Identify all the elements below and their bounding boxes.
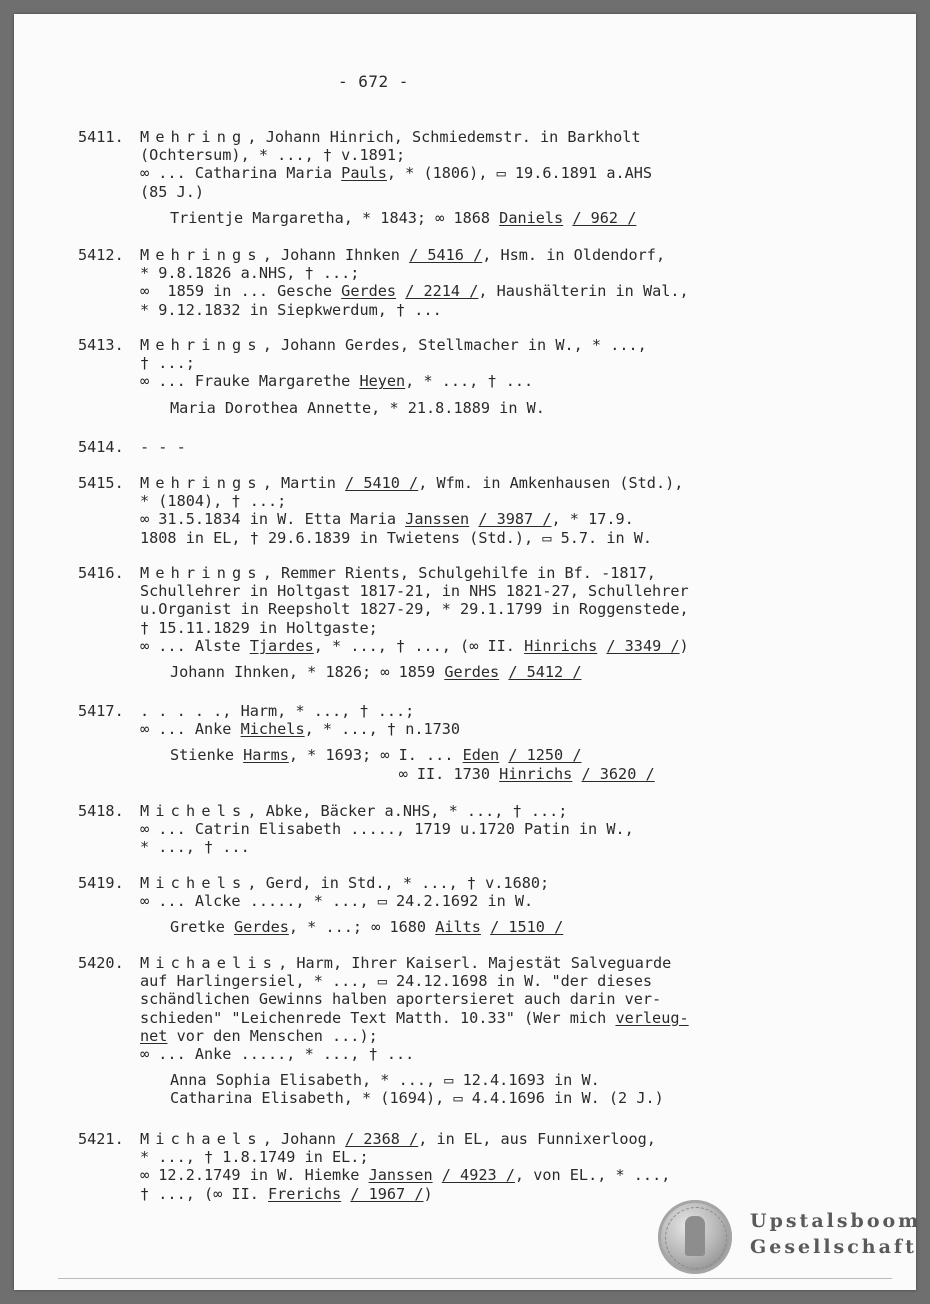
entry-line: [140, 510, 818, 528]
child-line: [140, 1089, 818, 1107]
entry-text: * 9.12.1832 in Siepkwerdum, † ...: [140, 300, 442, 319]
entry-text: . . . . ., Harm, * ..., † ...;: [140, 702, 415, 720]
cross-reference: / 962 /: [572, 208, 637, 227]
entry-line: [140, 600, 818, 618]
entry-line: [140, 582, 818, 600]
child-line: [140, 918, 818, 936]
entry-text: Maria Dorothea Annette, * 21.8.1889 in W.: [170, 398, 545, 417]
entry-text: , Hsm. in Oldendorf,: [482, 246, 666, 264]
entry-text: Anna Sophia Elisabeth, * ..., ▭ 12.4.1693 in W.: [170, 1071, 600, 1090]
linked-name: Eden: [462, 746, 500, 765]
entry-text: , von EL., * ...,: [514, 1166, 671, 1185]
entry-text: † ...;: [140, 354, 195, 373]
entry-line: [140, 820, 818, 838]
entry-text: ∞ 12.2.1749 in W. Hiemke: [140, 1166, 369, 1185]
genealogy-entry: [78, 246, 818, 319]
entry-text: , * ...; ∞ 1680: [288, 918, 436, 937]
entry-text: , * 17.9.: [551, 510, 634, 529]
cross-reference: / 1967 /: [350, 1184, 424, 1203]
entry-text: [433, 1166, 442, 1184]
linked-name: verleug-: [615, 1008, 689, 1027]
entry-text: , Wfm. in Amkenhausen (Std.),: [418, 474, 684, 492]
entry-line: [140, 1130, 818, 1148]
entry-text: † ..., (∞ II.: [140, 1184, 269, 1203]
entry-line: [140, 264, 818, 282]
cross-reference: / 3987 /: [478, 510, 552, 529]
cross-reference: / 2214 /: [405, 282, 479, 301]
linked-name: Janssen: [405, 510, 470, 529]
entry-text: ∞ ... Alste: [140, 636, 250, 655]
entry-text: Trientje Margaretha, * 1843; ∞ 1868: [170, 208, 500, 227]
entry-text: , Abke, Bäcker a.NHS, * ..., † ...;: [247, 802, 568, 820]
linked-name: Daniels: [499, 208, 564, 227]
entry-text: , * ..., † ..., (∞ II.: [313, 636, 525, 655]
child-line: [140, 663, 818, 681]
entry-number: 5421.: [78, 1130, 124, 1148]
entry-text: Gretke: [170, 918, 235, 937]
cross-reference: / 5410 /: [345, 474, 419, 492]
entry-line: [140, 164, 818, 182]
person-surname: Mehrings: [140, 564, 263, 582]
entry-text: ∞ ... Frauke Margarethe: [140, 372, 360, 391]
entry-number: 5412.: [78, 246, 124, 264]
entry-body: [140, 1130, 818, 1203]
entry-text: [499, 663, 508, 681]
entry-number: 5411.: [78, 128, 124, 146]
entry-line: [140, 146, 818, 164]
entry-text: - - -: [140, 438, 186, 456]
linked-name: Hinrichs: [499, 764, 573, 783]
entry-number: 5415.: [78, 474, 124, 492]
entry-text: , Haushälterin in Wal.,: [478, 282, 689, 301]
entry-text: [499, 746, 508, 764]
logo-text: [750, 1208, 921, 1260]
genealogy-entry: [78, 336, 818, 417]
linked-name: Frerichs: [268, 1184, 342, 1203]
person-surname: Mehrings: [140, 474, 263, 492]
entry-text: * 9.8.1826 a.NHS, † ...;: [140, 264, 360, 283]
child-line: [140, 209, 818, 227]
child-line: [140, 746, 818, 764]
entry-body: [140, 336, 818, 417]
entry-line: [140, 492, 818, 510]
entry-body: [140, 802, 818, 857]
entry-number: 5419.: [78, 874, 124, 892]
cross-reference: / 5412 /: [508, 663, 582, 682]
cross-reference: / 3349 /: [606, 636, 680, 655]
entry-text: [563, 209, 572, 227]
entry-text: [597, 637, 606, 655]
entry-text: , Johann Ihnken: [262, 246, 410, 264]
entry-text: ): [423, 1184, 433, 1203]
entry-line: [140, 336, 818, 354]
linked-name: Gerdes: [234, 918, 289, 937]
entry-text: , Remmer Rients, Schulgehilfe in Bf. -1817,: [262, 564, 656, 582]
genealogy-entry: [78, 874, 818, 937]
cross-reference: / 2368 /: [345, 1130, 419, 1148]
entry-text: vor den Menschen ...);: [167, 1026, 378, 1045]
entry-text: ): [679, 636, 689, 655]
entry-text: † 15.11.1829 in Holtgaste;: [140, 618, 378, 637]
document-page: [14, 14, 922, 1290]
entry-text: , * ..., † n.1730: [304, 720, 461, 739]
entry-number: 5416.: [78, 564, 124, 582]
entry-body: [140, 702, 818, 783]
linked-name: Heyen: [359, 372, 406, 391]
genealogy-entry: [78, 474, 818, 547]
entry-text: , * 1693; ∞ I. ...: [288, 746, 463, 765]
entry-number: 5418.: [78, 802, 124, 820]
entry-text: * (1804), † ...;: [140, 492, 287, 511]
entry-text: ∞ ... Catharina Maria: [140, 164, 342, 183]
entry-line: [140, 720, 818, 738]
child-line: [140, 765, 818, 783]
entry-line: [140, 892, 818, 910]
entry-text: * ..., † ...: [140, 838, 250, 857]
entry-line: [140, 874, 818, 892]
entry-body: [140, 954, 818, 1108]
entry-text: * ..., † 1.8.1749 in EL.;: [140, 1148, 369, 1167]
entry-text: [341, 1185, 350, 1203]
cross-reference: / 5416 /: [409, 246, 483, 264]
entry-line: [140, 474, 818, 492]
entry-line: [140, 1009, 818, 1027]
entry-text: Schullehrer in Holtgast 1817-21, in NHS 1821-27, Schullehrer: [140, 582, 689, 601]
entry-body: [140, 474, 818, 547]
entry-text: ∞ II. 1730: [170, 764, 500, 783]
entry-line: [140, 529, 818, 547]
person-surname: Michaels: [140, 1130, 263, 1148]
entry-text: auf Harlingersiel, * ..., ▭ 24.12.1698 in W. "der dieses: [140, 972, 653, 991]
child-line: [140, 1071, 818, 1089]
entry-number: 5414.: [78, 438, 124, 456]
entry-text: schändlichen Gewinns halben aportersieret auch darin ver-: [140, 990, 662, 1009]
entry-text: ∞ 1859 in ... Gesche: [140, 282, 342, 301]
entry-text: , in EL, aus Funnixerloog,: [418, 1130, 656, 1148]
entry-line: [140, 972, 818, 990]
child-line: [140, 399, 818, 417]
entry-text: , Martin: [262, 474, 346, 492]
linked-name: Hinrichs: [524, 636, 598, 655]
entry-text: , Johann Gerdes, Stellmacher in W., * ...,: [262, 336, 647, 354]
entry-text: , * (1806), ▭ 19.6.1891 a.AHS: [386, 164, 653, 183]
linked-name: Ailts: [435, 918, 481, 937]
genealogy-entry: [78, 802, 818, 857]
cross-reference: / 1250 /: [508, 746, 582, 765]
linked-name: Michels: [240, 720, 305, 739]
entry-body: [140, 128, 818, 227]
logo-line-2: Gesellschaft: [750, 1236, 917, 1258]
entry-line: [140, 802, 818, 820]
entry-text: schieden" "Leichenrede Text Matth. 10.33" (Wer mich: [140, 1008, 616, 1027]
cross-reference: / 1510 /: [490, 918, 564, 937]
entry-body: [140, 246, 818, 319]
entry-body: [140, 438, 818, 456]
entry-text: [481, 918, 490, 936]
entry-line: [140, 954, 818, 972]
entry-text: , Gerd, in Std., * ..., † v.1680;: [247, 874, 550, 892]
entry-body: [140, 874, 818, 937]
cross-reference: / 3620 /: [581, 764, 655, 783]
entry-text: ∞ ... Anke ....., * ..., † ...: [140, 1045, 415, 1064]
person-surname: Mehrings: [140, 246, 263, 264]
entry-line: [140, 702, 818, 720]
genealogy-entry: [78, 438, 818, 456]
page-number: - 672 -: [338, 72, 409, 91]
linked-name: Harms: [243, 746, 289, 765]
entry-text: , * ..., † ...: [405, 372, 534, 391]
entry-line: [140, 564, 818, 582]
entry-text: [469, 510, 478, 528]
entry-line: [140, 637, 818, 655]
entry-line: [140, 990, 818, 1008]
entry-line: [140, 246, 818, 264]
entry-text: u.Organist in Reepsholt 1827-29, * 29.1.1799 in Roggenstede,: [140, 600, 689, 619]
genealogy-entry: [78, 1130, 818, 1203]
upstalsboom-logo: [658, 1200, 922, 1280]
entry-text: Catharina Elisabeth, * (1694), ▭ 4.4.1696 in W. (2 J.): [170, 1089, 664, 1108]
entry-text: ∞ 31.5.1834 in W. Etta Maria: [140, 510, 406, 529]
entry-text: ∞ ... Anke: [140, 720, 241, 739]
genealogy-entry: [78, 702, 818, 783]
entry-line: [140, 128, 818, 146]
entry-text: Stienke: [170, 746, 244, 765]
genealogy-entry: [78, 128, 818, 227]
entry-body: [140, 564, 818, 681]
person-surname: Mehrings: [140, 336, 263, 354]
entry-number: 5420.: [78, 954, 124, 972]
entry-number: 5413.: [78, 336, 124, 354]
entry-text: [396, 282, 405, 300]
linked-name: Janssen: [368, 1166, 433, 1185]
entry-text: (Ochtersum), * ..., † v.1891;: [140, 146, 406, 165]
entry-line: [140, 372, 818, 390]
entry-line: [140, 1148, 818, 1166]
genealogy-entry: [78, 564, 818, 681]
entry-text: , Johann: [262, 1130, 346, 1148]
entry-line: [140, 1027, 818, 1045]
entry-line: [140, 282, 818, 300]
logo-line-1: Upstalsboom: [750, 1210, 922, 1232]
genealogy-entry: [78, 954, 818, 1108]
entry-line: [140, 1166, 818, 1184]
linked-name: net: [140, 1026, 168, 1045]
entry-text: ∞ ... Alcke ....., * ..., ▭ 24.2.1692 in W.: [140, 892, 534, 911]
entry-line: [140, 301, 818, 319]
person-surname: Michaelis: [140, 954, 279, 972]
entry-line: [140, 354, 818, 372]
entry-text: ∞ ... Catrin Elisabeth ....., 1719 u.1720 Patin in W.,: [140, 820, 634, 839]
entry-line: [140, 1045, 818, 1063]
entry-line: [140, 619, 818, 637]
linked-name: Gerdes: [444, 663, 500, 682]
person-surname: Michels: [140, 874, 248, 892]
person-surname: Mehring: [140, 128, 248, 146]
entry-text: Johann Ihnken, * 1826; ∞ 1859: [170, 663, 445, 682]
cross-reference: / 4923 /: [441, 1166, 515, 1185]
entry-line: [140, 183, 818, 201]
entry-text: , Harm, Ihrer Kaiserl. Majestät Salveguarde: [278, 954, 672, 972]
linked-name: Gerdes: [341, 282, 397, 301]
linked-name: Tjardes: [249, 636, 314, 655]
entry-text: (85 J.): [140, 182, 205, 201]
entry-text: , Johann Hinrich, Schmiedemstr. in Barkholt: [247, 128, 641, 146]
entry-line: [140, 838, 818, 856]
entry-line: [140, 438, 818, 456]
entry-text: 1808 in EL, † 29.6.1839 in Twietens (Std.), ▭ 5.7. in W.: [140, 528, 653, 547]
person-surname: Michels: [140, 802, 248, 820]
entry-number: 5417.: [78, 702, 124, 720]
linked-name: Pauls: [341, 164, 387, 183]
seal-icon: [658, 1200, 732, 1274]
